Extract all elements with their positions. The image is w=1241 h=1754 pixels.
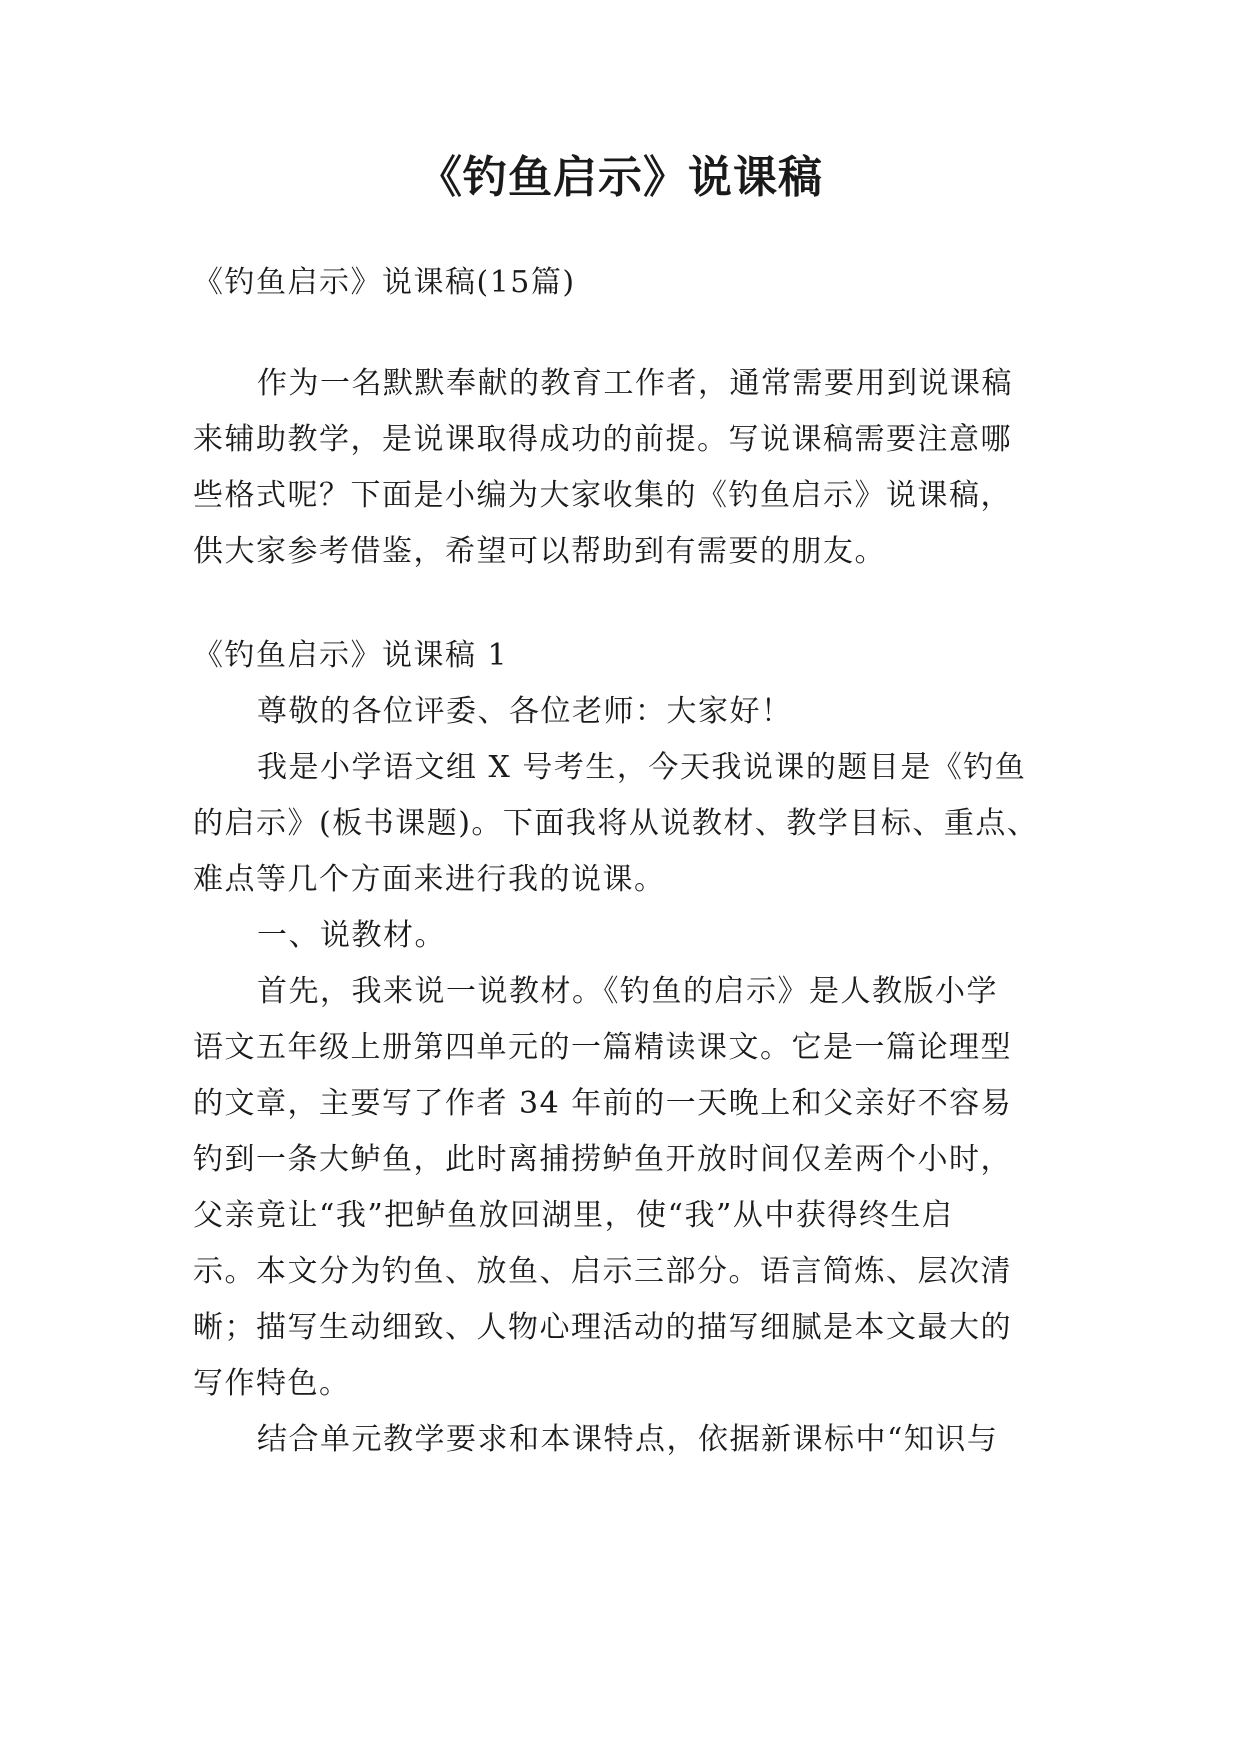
para1-line-1: 我是小学语文组 X 号考生，今天我说课的题目是《钓鱼 <box>257 750 1027 785</box>
intro-line-2: 来辅助教学，是说课取得成功的前提。写说课稿需要注意哪 <box>193 422 1012 457</box>
para2-line-8: 写作特色。 <box>193 1366 351 1401</box>
para3-line-1: 结合单元教学要求和本课特点，依据新课标中“知识与 <box>257 1422 999 1457</box>
para1-line-2: 的启示》(板书课题)。下面我将从说教材、教学目标、重点、 <box>193 806 1039 841</box>
intro-line-1: 作为一名默默奉献的教育工作者，通常需要用到说课稿 <box>257 366 1013 401</box>
para2-line-5: 父亲竟让“我”把鲈鱼放回湖里，使“我”从中获得终生启 <box>193 1198 954 1233</box>
para2-line-1: 首先，我来说一说教材。《钓鱼的启示》是人教版小学 <box>257 974 998 1009</box>
document-subtitle: 《钓鱼启示》说课稿(15篇) <box>193 265 576 300</box>
intro-line-4: 供大家参考借鉴，希望可以帮助到有需要的朋友。 <box>193 534 886 569</box>
document-title: 《钓鱼启示》说课稿 <box>418 152 823 203</box>
para2-line-3: 的文章，主要写了作者 34 年前的一天晚上和父亲好不容易 <box>193 1086 1013 1121</box>
para2-line-7: 晰；描写生动细致、人物心理活动的描写细腻是本文最大的 <box>193 1310 1012 1345</box>
greeting: 尊敬的各位评委、各位老师：大家好！ <box>257 694 793 729</box>
heading-teaching-material: 一、说教材。 <box>257 918 446 953</box>
para2-line-6: 示。本文分为钓鱼、放鱼、启示三部分。语言简炼、层次清 <box>193 1254 1012 1289</box>
section-heading: 《钓鱼启示》说课稿 1 <box>193 638 509 673</box>
para1-line-3: 难点等几个方面来进行我的说课。 <box>193 862 666 897</box>
intro-line-3: 些格式呢？下面是小编为大家收集的《钓鱼启示》说课稿， <box>193 478 1012 513</box>
para2-line-4: 钓到一条大鲈鱼，此时离捕捞鲈鱼开放时间仅差两个小时， <box>193 1142 1012 1177</box>
para2-line-2: 语文五年级上册第四单元的一篇精读课文。它是一篇论理型 <box>193 1030 1012 1065</box>
